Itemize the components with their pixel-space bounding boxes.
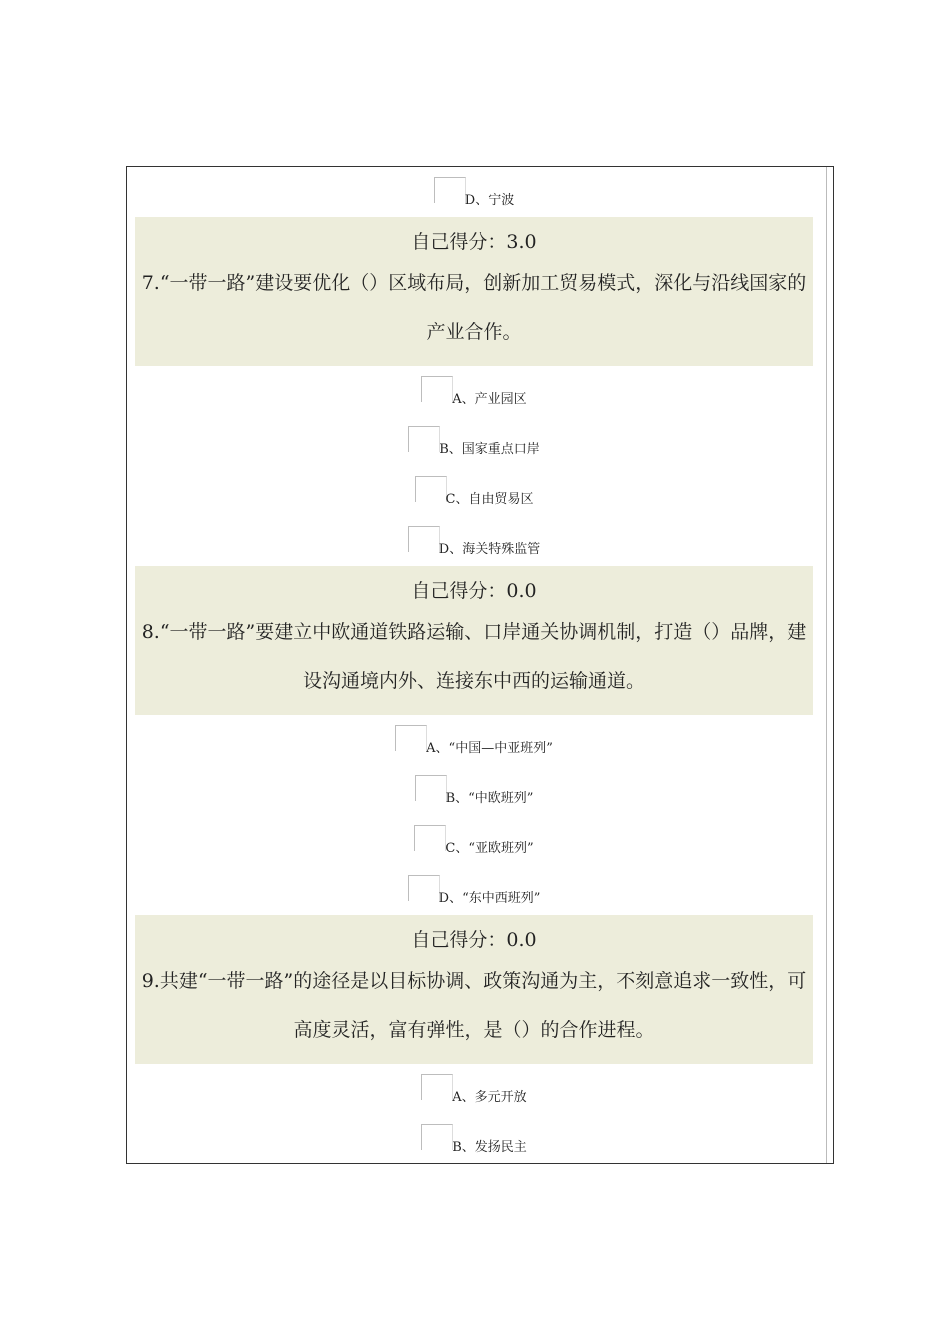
option-row <box>135 765 813 815</box>
option-row <box>135 815 813 865</box>
option-label: D、“东中西班列” <box>439 875 541 907</box>
option-row <box>135 167 813 217</box>
question-block <box>135 217 813 366</box>
answer-checkbox[interactable] <box>421 1074 453 1100</box>
question-block <box>135 566 813 715</box>
option-label: C、“亚欧班列” <box>445 825 533 857</box>
score-text: 自己得分：3.0 <box>411 231 537 253</box>
option-label: D、海关特殊监管 <box>439 526 540 558</box>
quiz-frame <box>126 166 834 1164</box>
option-label: A、“中国—中亚班列” <box>426 725 553 757</box>
option-label: A、产业园区 <box>452 376 526 408</box>
option-row <box>135 865 813 915</box>
score-text: 自己得分：0.0 <box>411 929 537 951</box>
answer-checkbox[interactable] <box>408 875 440 901</box>
option-label: A、多元开放 <box>452 1074 526 1106</box>
option-label: C、自由贸易区 <box>446 476 534 508</box>
answer-checkbox[interactable] <box>415 775 447 801</box>
question-text: 7.“一带一路”建设要优化（）区域布局，创新加工贸易模式，深化与沿线国家的产业合作。 <box>141 272 807 343</box>
answer-checkbox[interactable] <box>421 1124 453 1150</box>
option-row <box>135 715 813 765</box>
option-row <box>135 366 813 416</box>
answer-checkbox[interactable] <box>408 426 440 452</box>
option-row <box>135 516 813 566</box>
question-block <box>135 915 813 1064</box>
question-text: 8.“一带一路”要建立中欧通道铁路运输、口岸通关协调机制，打造（）品牌，建设沟通境内外、连接东中西的运输通道。 <box>141 621 807 692</box>
option-row <box>135 416 813 466</box>
option-row <box>135 1114 813 1164</box>
answer-checkbox[interactable] <box>434 177 466 203</box>
frame-divider <box>826 167 827 1163</box>
quiz-content <box>135 167 813 1164</box>
answer-checkbox[interactable] <box>421 376 453 402</box>
option-label: B、国家重点口岸 <box>439 426 540 458</box>
option-row <box>135 1064 813 1114</box>
option-label: B、“中欧班列” <box>446 775 534 807</box>
answer-checkbox[interactable] <box>415 476 447 502</box>
option-label: B、发扬民主 <box>452 1124 527 1156</box>
answer-checkbox[interactable] <box>414 825 446 851</box>
answer-checkbox[interactable] <box>408 526 440 552</box>
question-text: 9.共建“一带一路”的途径是以目标协调、政策沟通为主，不刻意追求一致性，可高度灵活，富有弹性，是（）的合作进程。 <box>141 970 807 1041</box>
option-row <box>135 466 813 516</box>
option-label: D、宁波 <box>465 177 514 209</box>
answer-checkbox[interactable] <box>395 725 427 751</box>
score-text: 自己得分：0.0 <box>411 580 537 602</box>
